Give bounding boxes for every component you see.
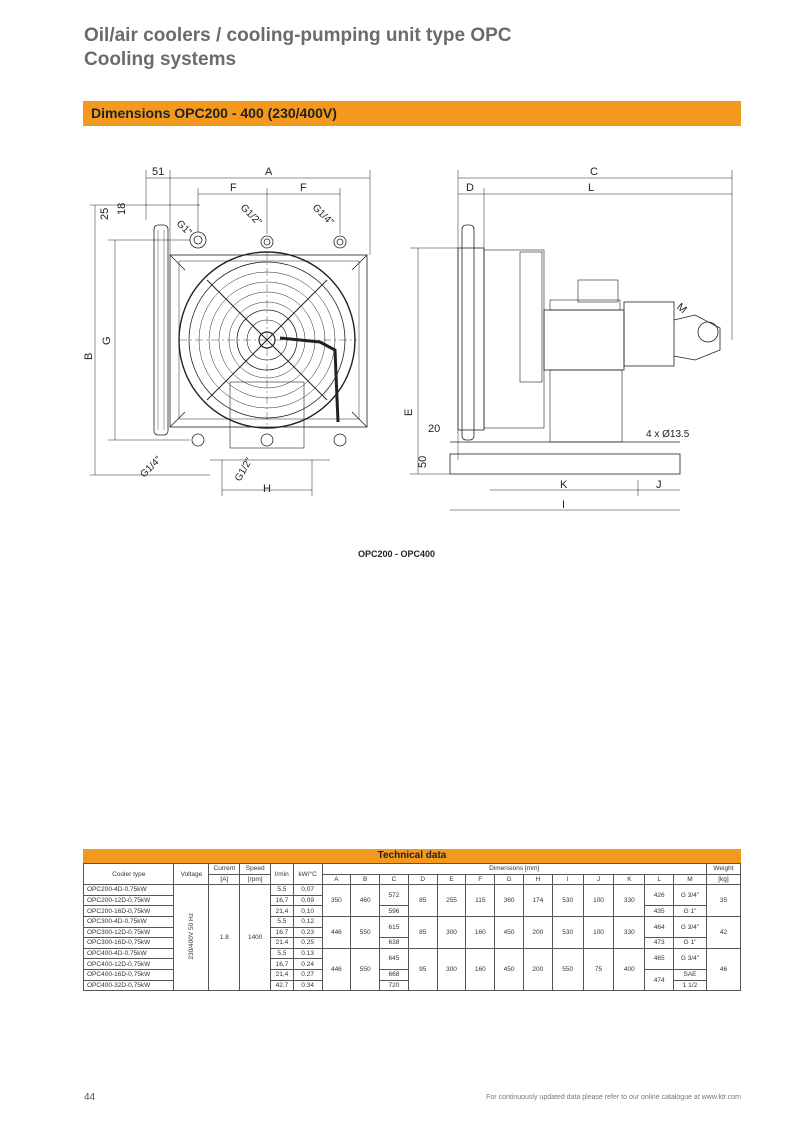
dim-b: 460 <box>351 885 380 917</box>
svg-text:G: G <box>101 336 113 345</box>
dim-a: 350 <box>322 885 351 917</box>
svg-text:G1": G1" <box>173 218 194 239</box>
dim-m: G 3/4" <box>674 916 707 937</box>
dim-l: 465 <box>645 948 674 969</box>
motor <box>544 310 624 370</box>
dim-m: G 1" <box>674 906 707 917</box>
flow-value: 21,4 <box>271 906 294 917</box>
dim-i: 530 <box>552 916 583 948</box>
col-lmin: l/min <box>271 864 294 885</box>
dim-d: 95 <box>408 948 437 990</box>
dim-letter: A <box>322 874 351 885</box>
dim-f: 115 <box>466 885 495 917</box>
dim-letter: C <box>380 874 409 885</box>
dim-i: 550 <box>552 948 583 990</box>
flow-value: 16,7 <box>271 895 294 906</box>
svg-text:L: L <box>588 182 595 194</box>
svg-text:M: M <box>674 301 689 317</box>
motor-stand <box>550 370 622 442</box>
dim-f: 160 <box>466 948 495 990</box>
voltage-cell <box>174 885 209 991</box>
dim-letter: M <box>674 874 707 885</box>
voltage-value: 230/400V 50 Hz <box>187 912 195 960</box>
svg-text:J: J <box>656 479 662 491</box>
speed-value: 1400 <box>240 885 271 991</box>
weight-value: 35 <box>706 885 740 917</box>
dim-a: 446 <box>322 948 351 990</box>
col-voltage: Voltage <box>174 864 209 885</box>
svg-text:50: 50 <box>417 455 429 468</box>
section-header <box>83 101 741 126</box>
dim-h: 200 <box>523 948 552 990</box>
dim-letter: F <box>466 874 495 885</box>
kw-value: 0.24 <box>293 959 322 970</box>
dim-c: 720 <box>380 980 409 991</box>
svg-text:K: K <box>560 479 568 491</box>
section-title: Dimensions OPC200 - 400 (230/400V) <box>91 105 337 121</box>
kw-value: 0,10 <box>293 906 322 917</box>
svg-text:51: 51 <box>152 166 165 178</box>
svg-text:G1/2": G1/2" <box>237 202 264 228</box>
dim-e: 255 <box>437 885 466 917</box>
dim-c: 615 <box>380 916 409 937</box>
kw-value: 0.23 <box>293 927 322 938</box>
kw-value: 0,12 <box>293 916 322 927</box>
technical-drawing <box>80 160 760 530</box>
dim-m: 1 1/2 <box>674 980 707 991</box>
dim-k: 400 <box>614 948 645 990</box>
col-cooler-type: Cooler type <box>84 864 174 885</box>
svg-text:F: F <box>230 182 237 194</box>
side-pipe <box>462 225 474 440</box>
dim-letter: I <box>552 874 583 885</box>
col-dimensions: Dimensions [mm] <box>322 864 706 875</box>
dim-f: 160 <box>466 916 495 948</box>
dim-b: 550 <box>351 916 380 948</box>
col-speed: Speed <box>240 864 271 875</box>
dim-m: G 3/4" <box>674 885 707 906</box>
technical-data-title: Technical data <box>83 849 741 863</box>
dim-letter: J <box>583 874 614 885</box>
table-row <box>84 885 741 896</box>
cooler-type: OPC300-16D-0,75kW <box>84 938 174 949</box>
fan-shroud <box>484 250 544 428</box>
dim-e: 300 <box>437 916 466 948</box>
dim-letter: L <box>645 874 674 885</box>
cooler-type: OPC200-12D-0,75kW <box>84 895 174 906</box>
kw-value: 0.27 <box>293 969 322 980</box>
dim-letter: D <box>408 874 437 885</box>
dim-m: G 3/4" <box>674 948 707 969</box>
weight-value: 46 <box>706 948 740 990</box>
dim-j: 100 <box>583 916 614 948</box>
inlet-pipe <box>154 225 168 435</box>
dim-c: 572 <box>380 885 409 906</box>
dim-e: 300 <box>437 948 466 990</box>
technical-data <box>83 849 741 991</box>
base-plate <box>450 454 680 474</box>
cooler-type: OPC400-12D-0,75kW <box>84 959 174 970</box>
flow-value: 5,5 <box>271 885 294 896</box>
dim-letter: E <box>437 874 466 885</box>
dim-g: 450 <box>495 916 524 948</box>
dim-l: 464 <box>645 916 674 937</box>
svg-text:D: D <box>466 182 474 194</box>
flow-value: 42.7 <box>271 980 294 991</box>
dim-letter: B <box>351 874 380 885</box>
drawing-labels <box>83 166 690 511</box>
dim-j: 75 <box>583 948 614 990</box>
col-speed-unit: [rpm] <box>240 874 271 885</box>
flow-value: 16,7 <box>271 959 294 970</box>
dim-d: 85 <box>408 885 437 917</box>
dim-g: 360 <box>495 885 524 917</box>
dim-j: 100 <box>583 885 614 917</box>
dim-letter: H <box>523 874 552 885</box>
flow-value: 21,4 <box>271 969 294 980</box>
dim-c: 668 <box>380 969 409 980</box>
svg-text:C: C <box>590 166 598 178</box>
flow-value: 21.4 <box>271 938 294 949</box>
dim-h: 174 <box>523 885 552 917</box>
dim-g: 450 <box>495 948 524 990</box>
cooler-type: OPC300-4D-0,75kW <box>84 916 174 927</box>
kw-value: 0,09 <box>293 895 322 906</box>
weight-value: 42 <box>706 916 740 948</box>
svg-text:18: 18 <box>116 202 128 215</box>
dim-c: 596 <box>380 906 409 917</box>
svg-text:E: E <box>403 408 415 416</box>
cooler-type: OPC300-12D-0.75kW <box>84 927 174 938</box>
cooler-type: OPC400-16D-0,75kW <box>84 969 174 980</box>
footer-note: For continuously updated data please refer to our online catalogue at www.ktr.com <box>486 1094 741 1101</box>
svg-text:B: B <box>83 352 95 360</box>
svg-text:A: A <box>265 166 273 178</box>
kw-value: 0.13 <box>293 948 322 959</box>
flow-value: 5,5 <box>271 916 294 927</box>
title-line-2: Cooling systems <box>84 49 237 70</box>
dim-c: 645 <box>380 948 409 969</box>
svg-text:G1/2": G1/2" <box>233 456 256 484</box>
dim-l: 473 <box>645 938 674 949</box>
drawing-caption: OPC200 - OPC400 <box>357 549 436 559</box>
title-line-1: Oil/air coolers / cooling-pumping unit type OPC <box>84 25 512 46</box>
svg-text:20: 20 <box>428 423 441 435</box>
svg-text:25: 25 <box>99 207 111 220</box>
flow-value: 16.7 <box>271 927 294 938</box>
pump-housing <box>624 302 674 366</box>
svg-text:H: H <box>263 483 271 495</box>
col-current-unit: [A] <box>209 874 240 885</box>
svg-text:4 x Ø13.5: 4 x Ø13.5 <box>646 429 690 440</box>
col-weight: Weight <box>706 864 740 875</box>
svg-text:I: I <box>562 499 566 511</box>
dim-d: 85 <box>408 916 437 948</box>
col-kw: kW/°C <box>293 864 322 885</box>
svg-text:F: F <box>300 182 307 194</box>
kw-value: 0,07 <box>293 885 322 896</box>
dim-k: 330 <box>614 885 645 917</box>
page-title <box>84 24 512 72</box>
dim-l: 435 <box>645 906 674 917</box>
svg-text:G1/4": G1/4" <box>309 202 336 228</box>
kw-value: 0.34 <box>293 980 322 991</box>
cooler-type: OPC400-32D-0,75kW <box>84 980 174 991</box>
dim-m: G 1" <box>674 938 707 949</box>
dim-a: 446 <box>322 916 351 948</box>
dim-k: 330 <box>614 916 645 948</box>
current-value: 1.8 <box>209 885 240 991</box>
dim-b: 550 <box>351 948 380 990</box>
cooler-type: OPC200-4D-0,75kW <box>84 885 174 896</box>
dim-l: 426 <box>645 885 674 906</box>
cooler-type: OPC200-16D-0,75kW <box>84 906 174 917</box>
col-current: Current <box>209 864 240 875</box>
page-number: 44 <box>84 1092 96 1103</box>
flow-value: 5,5 <box>271 948 294 959</box>
dim-i: 530 <box>552 885 583 917</box>
kw-value: 0.25 <box>293 938 322 949</box>
dim-l: 474 <box>645 969 674 990</box>
dim-c: 638 <box>380 938 409 949</box>
svg-text:G1/4": G1/4" <box>138 454 164 481</box>
dim-h: 200 <box>523 916 552 948</box>
dim-letter: G <box>495 874 524 885</box>
cooler-type: OPC400-4D-0,75kW <box>84 948 174 959</box>
dim-m: SAE <box>674 969 707 980</box>
dim-letter: K <box>614 874 645 885</box>
technical-data-table <box>83 863 741 991</box>
col-weight-unit: [kg] <box>706 874 740 885</box>
